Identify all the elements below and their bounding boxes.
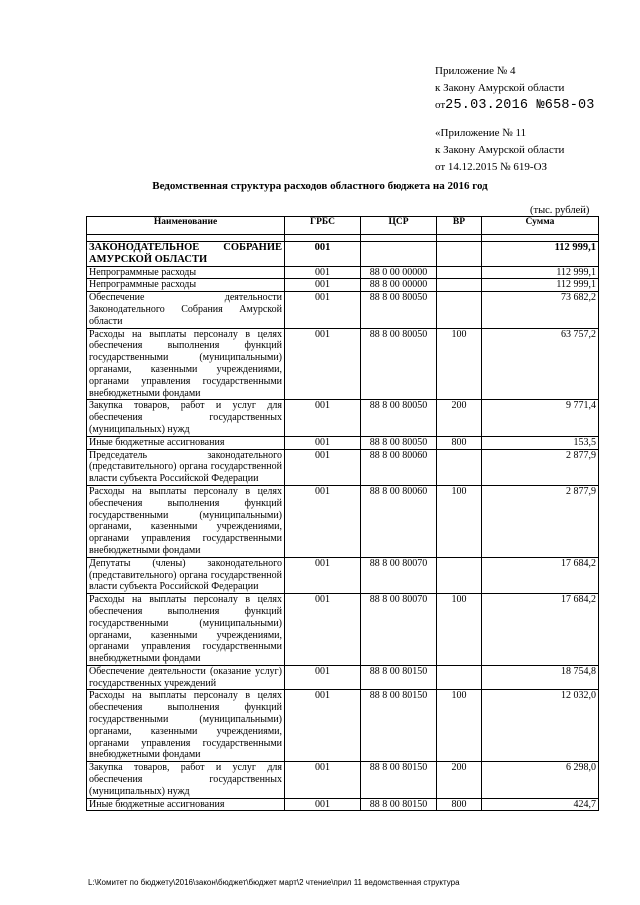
budget-table	[86, 216, 599, 811]
header-gap-row	[87, 235, 599, 242]
table-row	[87, 762, 599, 798]
cell-name: ЗАКОНОДАТЕЛЬНОЕ СОБРАНИЕ АМУРСКОЙ ОБЛАСТИ	[87, 242, 285, 267]
table-row	[87, 798, 599, 811]
cell-csr: 88 8 00 80150	[361, 690, 437, 762]
cell-sum: 153,5	[482, 436, 599, 449]
cell-name: Обеспечение деятельности (оказание услуг) государственных учреждений	[87, 665, 285, 690]
cell-sum: 6 298,0	[482, 762, 599, 798]
cell-csr	[361, 242, 437, 267]
cell-csr: 88 8 00 80060	[361, 485, 437, 557]
cell-grbs: 001	[285, 292, 361, 328]
cell-vr: 100	[437, 328, 482, 400]
cell-grbs: 001	[285, 449, 361, 485]
cell-vr: 800	[437, 436, 482, 449]
header-sum: Сумма	[482, 217, 599, 235]
header-name: Наименование	[87, 217, 285, 235]
cell-sum: 9 771,4	[482, 400, 599, 436]
cell-sum: 424,7	[482, 798, 599, 811]
table-row	[87, 242, 599, 267]
cell-sum: 112 999,1	[482, 266, 599, 279]
cell-grbs: 001	[285, 400, 361, 436]
table-row	[87, 266, 599, 279]
header-vr: ВР	[437, 217, 482, 235]
cell-name: Закупка товаров, работ и услуг для обеспечения государственных (муниципальных) нужд	[87, 400, 285, 436]
appendix-block	[435, 63, 595, 114]
cell-csr: 88 8 00 80150	[361, 762, 437, 798]
table-row	[87, 279, 599, 292]
cell-name: Председатель законодательного (представительного) органа государственной власти субъекта Российской Федерации	[87, 449, 285, 485]
cell-name: Депутаты (члены) законодательного (представительного) органа государственной власти субъекта Российской Федерации	[87, 557, 285, 593]
cell-grbs: 001	[285, 690, 361, 762]
original-appendix-law: к Закону Амурской области	[435, 144, 565, 156]
cell-name: Расходы на выплаты персоналу в целях обеспечения выполнения функций государственными (муниципальными) органами, казенными учреждениями, органами управления государственными внебюджетными фондами	[87, 690, 285, 762]
cell-grbs: 001	[285, 242, 361, 267]
cell-csr: 88 8 00 80050	[361, 400, 437, 436]
cell-csr: 88 8 00 80150	[361, 798, 437, 811]
appendix-date-prefix: от	[435, 99, 446, 111]
header-csr: ЦСР	[361, 217, 437, 235]
file-path-footer: L:\Комитет по бюджету\2016\закон\бюджет\бюджет март\2 чтение\прил 11 ведомственная структура	[88, 878, 460, 887]
cell-vr	[437, 242, 482, 267]
original-appendix-title: «Приложение № 11	[435, 127, 527, 139]
cell-vr: 100	[437, 690, 482, 762]
cell-name: Расходы на выплаты персоналу в целях обеспечения выполнения функций государственными (муниципальными) органами, казенными учреждениями, органами управления государственными внебюджетными фондами	[87, 485, 285, 557]
cell-sum: 112 999,1	[482, 279, 599, 292]
cell-csr: 88 8 00 80050	[361, 436, 437, 449]
cell-name: Закупка товаров, работ и услуг для обеспечения государственных (муниципальных) нужд	[87, 762, 285, 798]
table-row	[87, 690, 599, 762]
cell-grbs: 001	[285, 266, 361, 279]
table-row	[87, 557, 599, 593]
cell-grbs: 001	[285, 279, 361, 292]
cell-grbs: 001	[285, 762, 361, 798]
cell-name: Иные бюджетные ассигнования	[87, 436, 285, 449]
cell-grbs: 001	[285, 328, 361, 400]
cell-vr	[437, 557, 482, 593]
table-row	[87, 436, 599, 449]
table-row	[87, 400, 599, 436]
appendix-title: Приложение № 4	[435, 65, 516, 77]
cell-grbs: 001	[285, 798, 361, 811]
document-title: Ведомственная структура расходов областного бюджета на 2016 год	[152, 180, 488, 192]
cell-name: Непрограммные расходы	[87, 266, 285, 279]
cell-vr: 200	[437, 762, 482, 798]
cell-name: Расходы на выплаты персоналу в целях обеспечения выполнения функций государственными (муниципальными) органами, казенными учреждениями, органами управления государственными внебюджетными фондами	[87, 328, 285, 400]
cell-csr: 88 8 00 00000	[361, 279, 437, 292]
cell-name: Обеспечение деятельности Законодательного Собрания Амурской области	[87, 292, 285, 328]
original-appendix-block	[435, 125, 564, 176]
cell-csr: 88 8 00 80060	[361, 449, 437, 485]
cell-sum: 2 877,9	[482, 485, 599, 557]
cell-grbs: 001	[285, 594, 361, 666]
table-header-row	[87, 217, 599, 235]
cell-grbs: 001	[285, 665, 361, 690]
header-grbs: ГРБС	[285, 217, 361, 235]
cell-vr	[437, 449, 482, 485]
cell-vr	[437, 292, 482, 328]
original-appendix-date: от 14.12.2015 № 619-ОЗ	[435, 161, 548, 173]
cell-vr	[437, 266, 482, 279]
cell-sum: 17 684,2	[482, 557, 599, 593]
cell-vr	[437, 665, 482, 690]
cell-sum: 18 754,8	[482, 665, 599, 690]
table-row	[87, 292, 599, 328]
cell-vr	[437, 279, 482, 292]
cell-csr: 88 8 00 80050	[361, 292, 437, 328]
cell-name: Расходы на выплаты персоналу в целях обеспечения выполнения функций государственными (муниципальными) органами, казенными учреждениями, органами управления государственными внебюджетными фондами	[87, 594, 285, 666]
table-row	[87, 665, 599, 690]
cell-sum: 73 682,2	[482, 292, 599, 328]
cell-csr: 88 8 00 80150	[361, 665, 437, 690]
cell-sum: 63 757,2	[482, 328, 599, 400]
cell-sum: 112 999,1	[482, 242, 599, 267]
cell-name: Непрограммные расходы	[87, 279, 285, 292]
cell-csr: 88 0 00 00000	[361, 266, 437, 279]
cell-vr: 100	[437, 594, 482, 666]
appendix-law: к Закону Амурской области	[435, 82, 565, 94]
cell-name: Иные бюджетные ассигнования	[87, 798, 285, 811]
cell-grbs: 001	[285, 485, 361, 557]
cell-vr: 100	[437, 485, 482, 557]
cell-grbs: 001	[285, 557, 361, 593]
cell-sum: 17 684,2	[482, 594, 599, 666]
appendix-date-line	[435, 97, 595, 114]
cell-csr: 88 8 00 80070	[361, 557, 437, 593]
cell-vr: 200	[437, 400, 482, 436]
units-label: (тыс. рублей)	[530, 205, 590, 216]
cell-sum: 12 032,0	[482, 690, 599, 762]
appendix-date-stamp: 25.03.2016 №658-03	[445, 98, 595, 113]
cell-grbs: 001	[285, 436, 361, 449]
table-row	[87, 449, 599, 485]
table-row	[87, 594, 599, 666]
cell-csr: 88 8 00 80050	[361, 328, 437, 400]
cell-csr: 88 8 00 80070	[361, 594, 437, 666]
table-row	[87, 328, 599, 400]
cell-vr: 800	[437, 798, 482, 811]
table-row	[87, 485, 599, 557]
cell-sum: 2 877,9	[482, 449, 599, 485]
